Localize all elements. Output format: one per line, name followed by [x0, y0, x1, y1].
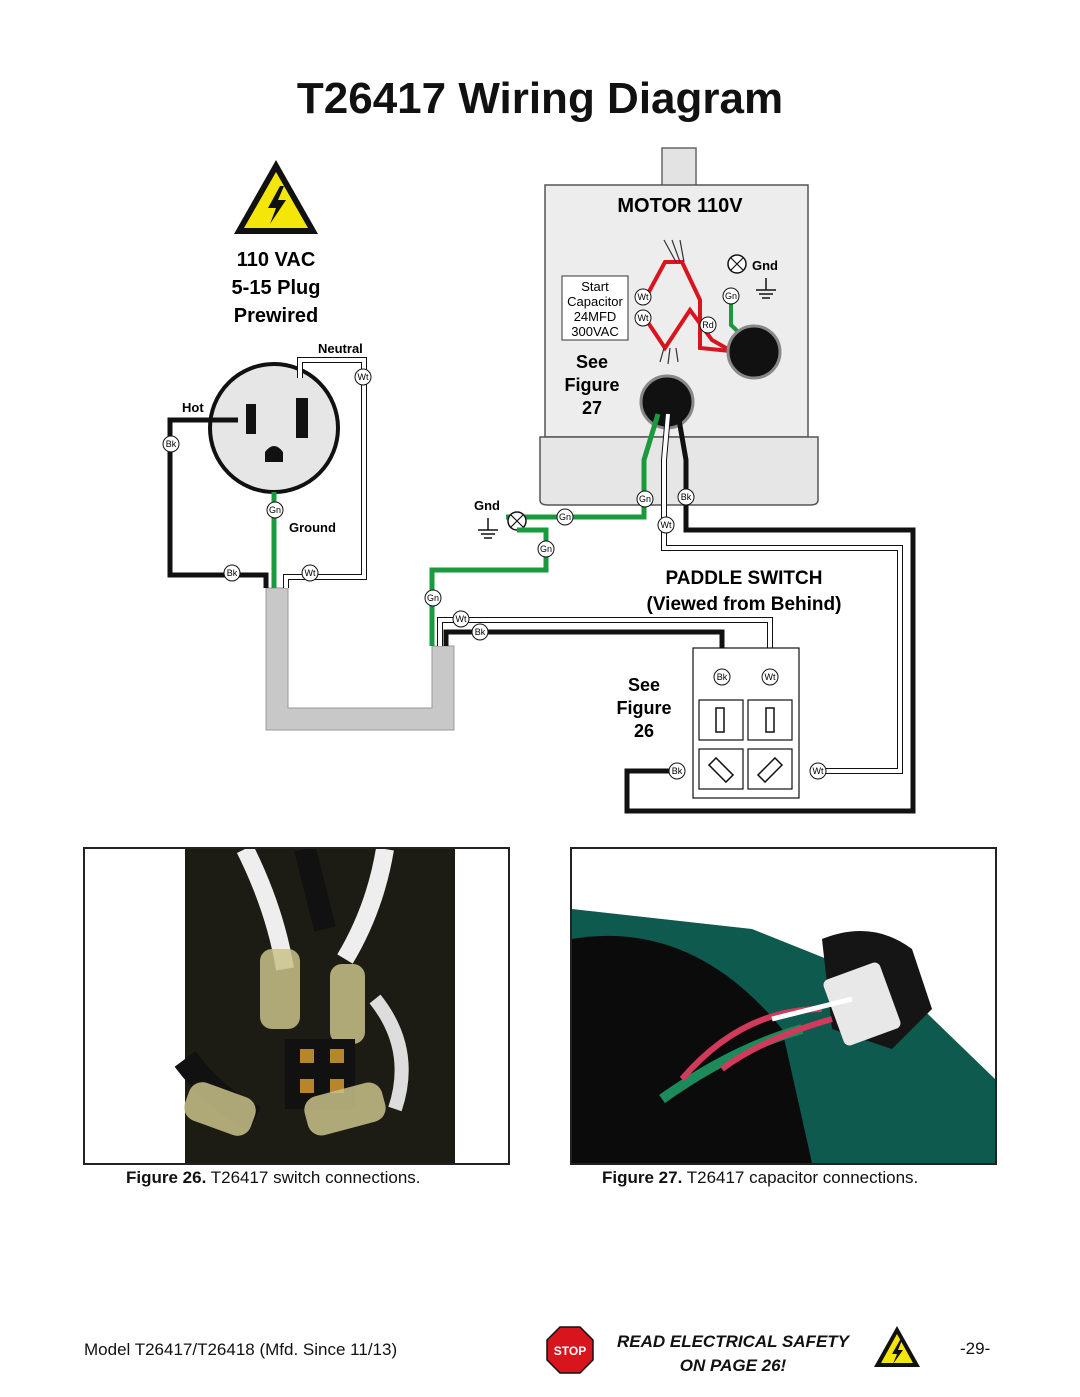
ground-label: Ground — [289, 520, 336, 535]
svg-text:Bk: Bk — [671, 766, 683, 776]
svg-text:Wt: Wt — [660, 520, 672, 530]
prewired-label: Prewired — [233, 305, 319, 327]
svg-text:Wt: Wt — [455, 614, 467, 624]
svg-text:Wt: Wt — [357, 372, 369, 382]
wire-tag — [714, 669, 730, 685]
wire-tag — [700, 317, 716, 333]
capacitor-line-1: Start — [581, 279, 609, 294]
wire-tag — [723, 288, 739, 304]
svg-text:Gn: Gn — [558, 512, 572, 522]
figure-27-caption — [602, 1168, 918, 1188]
page-title: T26417 Wiring Diagram — [296, 74, 784, 123]
paddle-switch — [693, 648, 799, 798]
wire-tag — [678, 489, 694, 505]
wire-tag — [453, 611, 469, 627]
switch-black-wire — [446, 632, 722, 680]
svg-text:Gn: Gn — [268, 505, 282, 515]
voltage-label: 110 VAC — [236, 249, 316, 271]
svg-text:Gn: Gn — [638, 494, 652, 504]
figure-26-text: T26417 switch connections. — [206, 1168, 421, 1187]
capacitor-line-2: Capacitor — [567, 294, 623, 309]
svg-text:Bk: Bk — [474, 627, 486, 637]
switch-title: PADDLE SWITCH — [665, 568, 823, 589]
switch-figure-label: Figure — [616, 698, 672, 718]
wire-tag — [557, 509, 573, 525]
wire-tag — [538, 541, 554, 557]
figure-26-label: Figure 26. — [126, 1168, 207, 1187]
neutral-label: Neutral — [318, 341, 363, 356]
svg-text:Wt: Wt — [637, 292, 649, 302]
wire-tag — [355, 369, 371, 385]
gnd-label: Gnd — [474, 498, 500, 513]
stop-sign-text: STOP — [553, 1344, 587, 1358]
motor-title: MOTOR 110V — [617, 195, 743, 217]
safety-line-1: READ ELECTRICAL SAFETY — [616, 1332, 850, 1351]
wire-tag — [302, 565, 318, 581]
wire-tag — [472, 624, 488, 640]
ground-symbol-icon — [478, 518, 498, 538]
wire-tag — [425, 590, 441, 606]
page-number: -29- — [960, 1339, 991, 1358]
plug-label: 5-15 Plug — [231, 277, 321, 299]
stop-sign-icon — [545, 1325, 595, 1375]
switch-connections-photo — [83, 847, 510, 1165]
wire-tag — [762, 669, 778, 685]
svg-text:Bk: Bk — [165, 439, 177, 449]
capacitor-line-4: 300VAC — [571, 324, 619, 339]
switch-see-label: See — [627, 675, 661, 695]
figure-26-caption — [126, 1168, 421, 1188]
svg-text:Bk: Bk — [226, 568, 238, 578]
motor-see-label: See — [575, 352, 609, 372]
hot-label: Hot — [182, 400, 204, 415]
wire-tag — [635, 310, 651, 326]
warning-triangle-icon — [234, 160, 318, 234]
figure-27-text: T26417 capacitor connections. — [682, 1168, 919, 1187]
svg-text:Wt: Wt — [637, 313, 649, 323]
wire-tag — [267, 502, 283, 518]
svg-text:Gn: Gn — [724, 291, 738, 301]
svg-text:Wt: Wt — [764, 672, 776, 682]
capacitor-connections-photo — [570, 847, 997, 1165]
electrical-safety-notice — [598, 1330, 868, 1378]
svg-text:Gn: Gn — [426, 593, 440, 603]
safety-line-2: ON PAGE 26! — [679, 1356, 787, 1375]
svg-text:Gn: Gn — [539, 544, 553, 554]
cord-conduit — [266, 588, 454, 730]
svg-text:Bk: Bk — [680, 492, 692, 502]
wire-tag — [637, 491, 653, 507]
motor-figure-label: Figure — [564, 375, 620, 395]
wire-tag — [810, 763, 826, 779]
footer-model: Model T26417/T26418 (Mfd. Since 11/13) — [84, 1340, 398, 1359]
svg-text:Wt: Wt — [812, 766, 824, 776]
capacitor-line-3: 24MFD — [573, 309, 617, 324]
wire-tag — [669, 763, 685, 779]
wire-tag — [658, 517, 674, 533]
wire-tag — [163, 436, 179, 452]
electrical-hazard-icon — [872, 1324, 922, 1370]
figure-27-label: Figure 27. — [602, 1168, 683, 1187]
switch-subtitle: (Viewed from Behind) — [646, 594, 842, 615]
motor-figure-number: 27 — [581, 398, 603, 418]
svg-text:Bk: Bk — [716, 672, 728, 682]
outlet-receptacle — [210, 364, 338, 492]
motor-gnd-label: Gnd — [752, 258, 778, 273]
motor-grommet-upper — [728, 326, 780, 378]
wire-tag — [635, 289, 651, 305]
svg-text:Wt: Wt — [304, 568, 316, 578]
svg-text:Rd: Rd — [702, 320, 714, 330]
wire-tag — [224, 565, 240, 581]
switch-figure-number: 26 — [633, 721, 655, 741]
